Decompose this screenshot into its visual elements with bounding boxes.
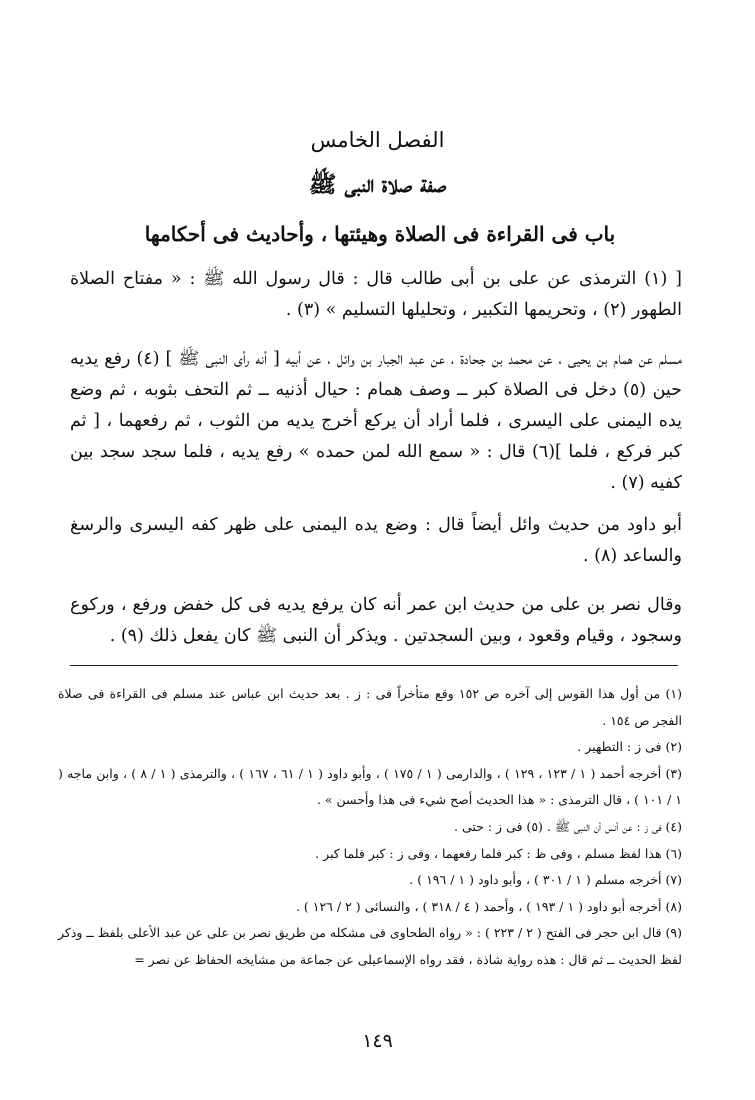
footnote-8: (٨) أخرجه أبو داود ( ١ / ١٩٣ ) ، وأحمد ( ٤ / ٣١٨ ) ، والنسائى ( ٢ / ١٢٦ ) .	[295, 898, 682, 914]
page-number: ١٤٩	[362, 1030, 393, 1052]
footnotes-list	[58, 681, 682, 974]
paragraph-tirmidhi: [ (١) الترمذى عن على بن أبى طالب قال : قال رسول الله ﷺ : « مفتاح الصلاة الطهور (٢) ، وتحريمها التكبير ، وتحليلها التسليم » (٣) .	[70, 269, 682, 320]
footnote-4-5: (٤) فى ز : عن أنس أن النبى ﷺ . (٥) فى ز : حتى .	[454, 818, 682, 834]
paragraph-muslim: مسلم عن همام بن يحيى ، عن محمد بن جحادة ، عن عبد الجبار بن وائل ، عن أبيه [ أنه رأى النبى ﷺ ] (٤) رفع يديه حين (٥) دخل فى الصلاة كبر ــ وصف همام : حيال أذنيه ــ ثم التحف بثوبه ، ثم وضع يده اليمنى على اليسرى ، فلما أراد أن يركع أخرج يديه من الثوب ، ثم رفعهما ، [ ثم كبر فركع ، فلما ](٦) قال : « سمع الله لمن حمده » رفع يديه ، فلما سجد سجد بين كفيه (٧) .	[70, 349, 683, 493]
section-heading: صفة صلاة النبى ﷺ	[308, 171, 447, 198]
footnote-6: (٦) هذا لفظ مسلم ، وفى ظ : كبر فلما رفعهما ، وفى ز : كبر فلما كبر .	[315, 845, 682, 861]
footnote-1: (١) من أول هذا القوس إلى آخره ص ١٥٢ وقع متأخراً فى : ز . بعد حديث ابن عباس عند مسلم فى القراءة فى صلاة الفجر ص ١٥٤ .	[58, 686, 683, 728]
paragraph-nasr-ibn-ali: وقال نصر بن على من حديث ابن عمر أنه كان يرفع يديه فى كل خفض ورفع ، وركوع وسجود ، وقيام وقعود ، وبين السجدتين . ويذكر أن النبى ﷺ كان يفعل ذلك (٩) .	[70, 595, 682, 646]
bab-heading: باب فى القراءة فى الصلاة وهيئتها ، وأحاديث فى أحكامها	[144, 222, 616, 246]
chapter-heading: الفصل الخامس	[310, 128, 445, 152]
footnote-3: (٣) أخرجه أحمد ( ١ / ١٢٣ ، ١٢٩ ) ، والدارمى ( ١ / ١٧٥ ) ، وأبو داود ( ١ / ٦١ ، ١٦٧ ) ، والترمذى ( ١ / ٨ ) ، وابن ماجه ( ١ / ١٠١ ) ، قال الترمذى : « هذا الحديث أصح شيء فى هذا وأحسن » .	[58, 765, 682, 808]
footnote-7: (٧) أخرجه مسلم ( ١ / ٣٠١ ) ، وأبو داود ( ١ / ١٩٦ ) .	[409, 872, 682, 888]
footnote-divider	[70, 665, 678, 666]
paragraph-abu-dawud: أبو داود من حديث وائل أيضاً قال : وضع يده اليمنى على ظهر كفه اليسرى والرسغ والساعد (٨) .	[70, 515, 682, 566]
footnote-9: (٩) قال ابن حجر فى الفتح ( ٢ / ٢٢٣ ) : « رواه الطحاوى فى مشكله من طريق نصر بن على عن عبد الأعلى بلفظ ــ وذكر لفظ الحديث ــ ثم قال : هذه رواية شاذة ، فقد رواه الإسماعيلى عن جماعة من مشايخه الحفاظ عن نصر =	[58, 925, 682, 967]
footnote-2: (٢) فى ز : التطهير .	[577, 739, 682, 755]
